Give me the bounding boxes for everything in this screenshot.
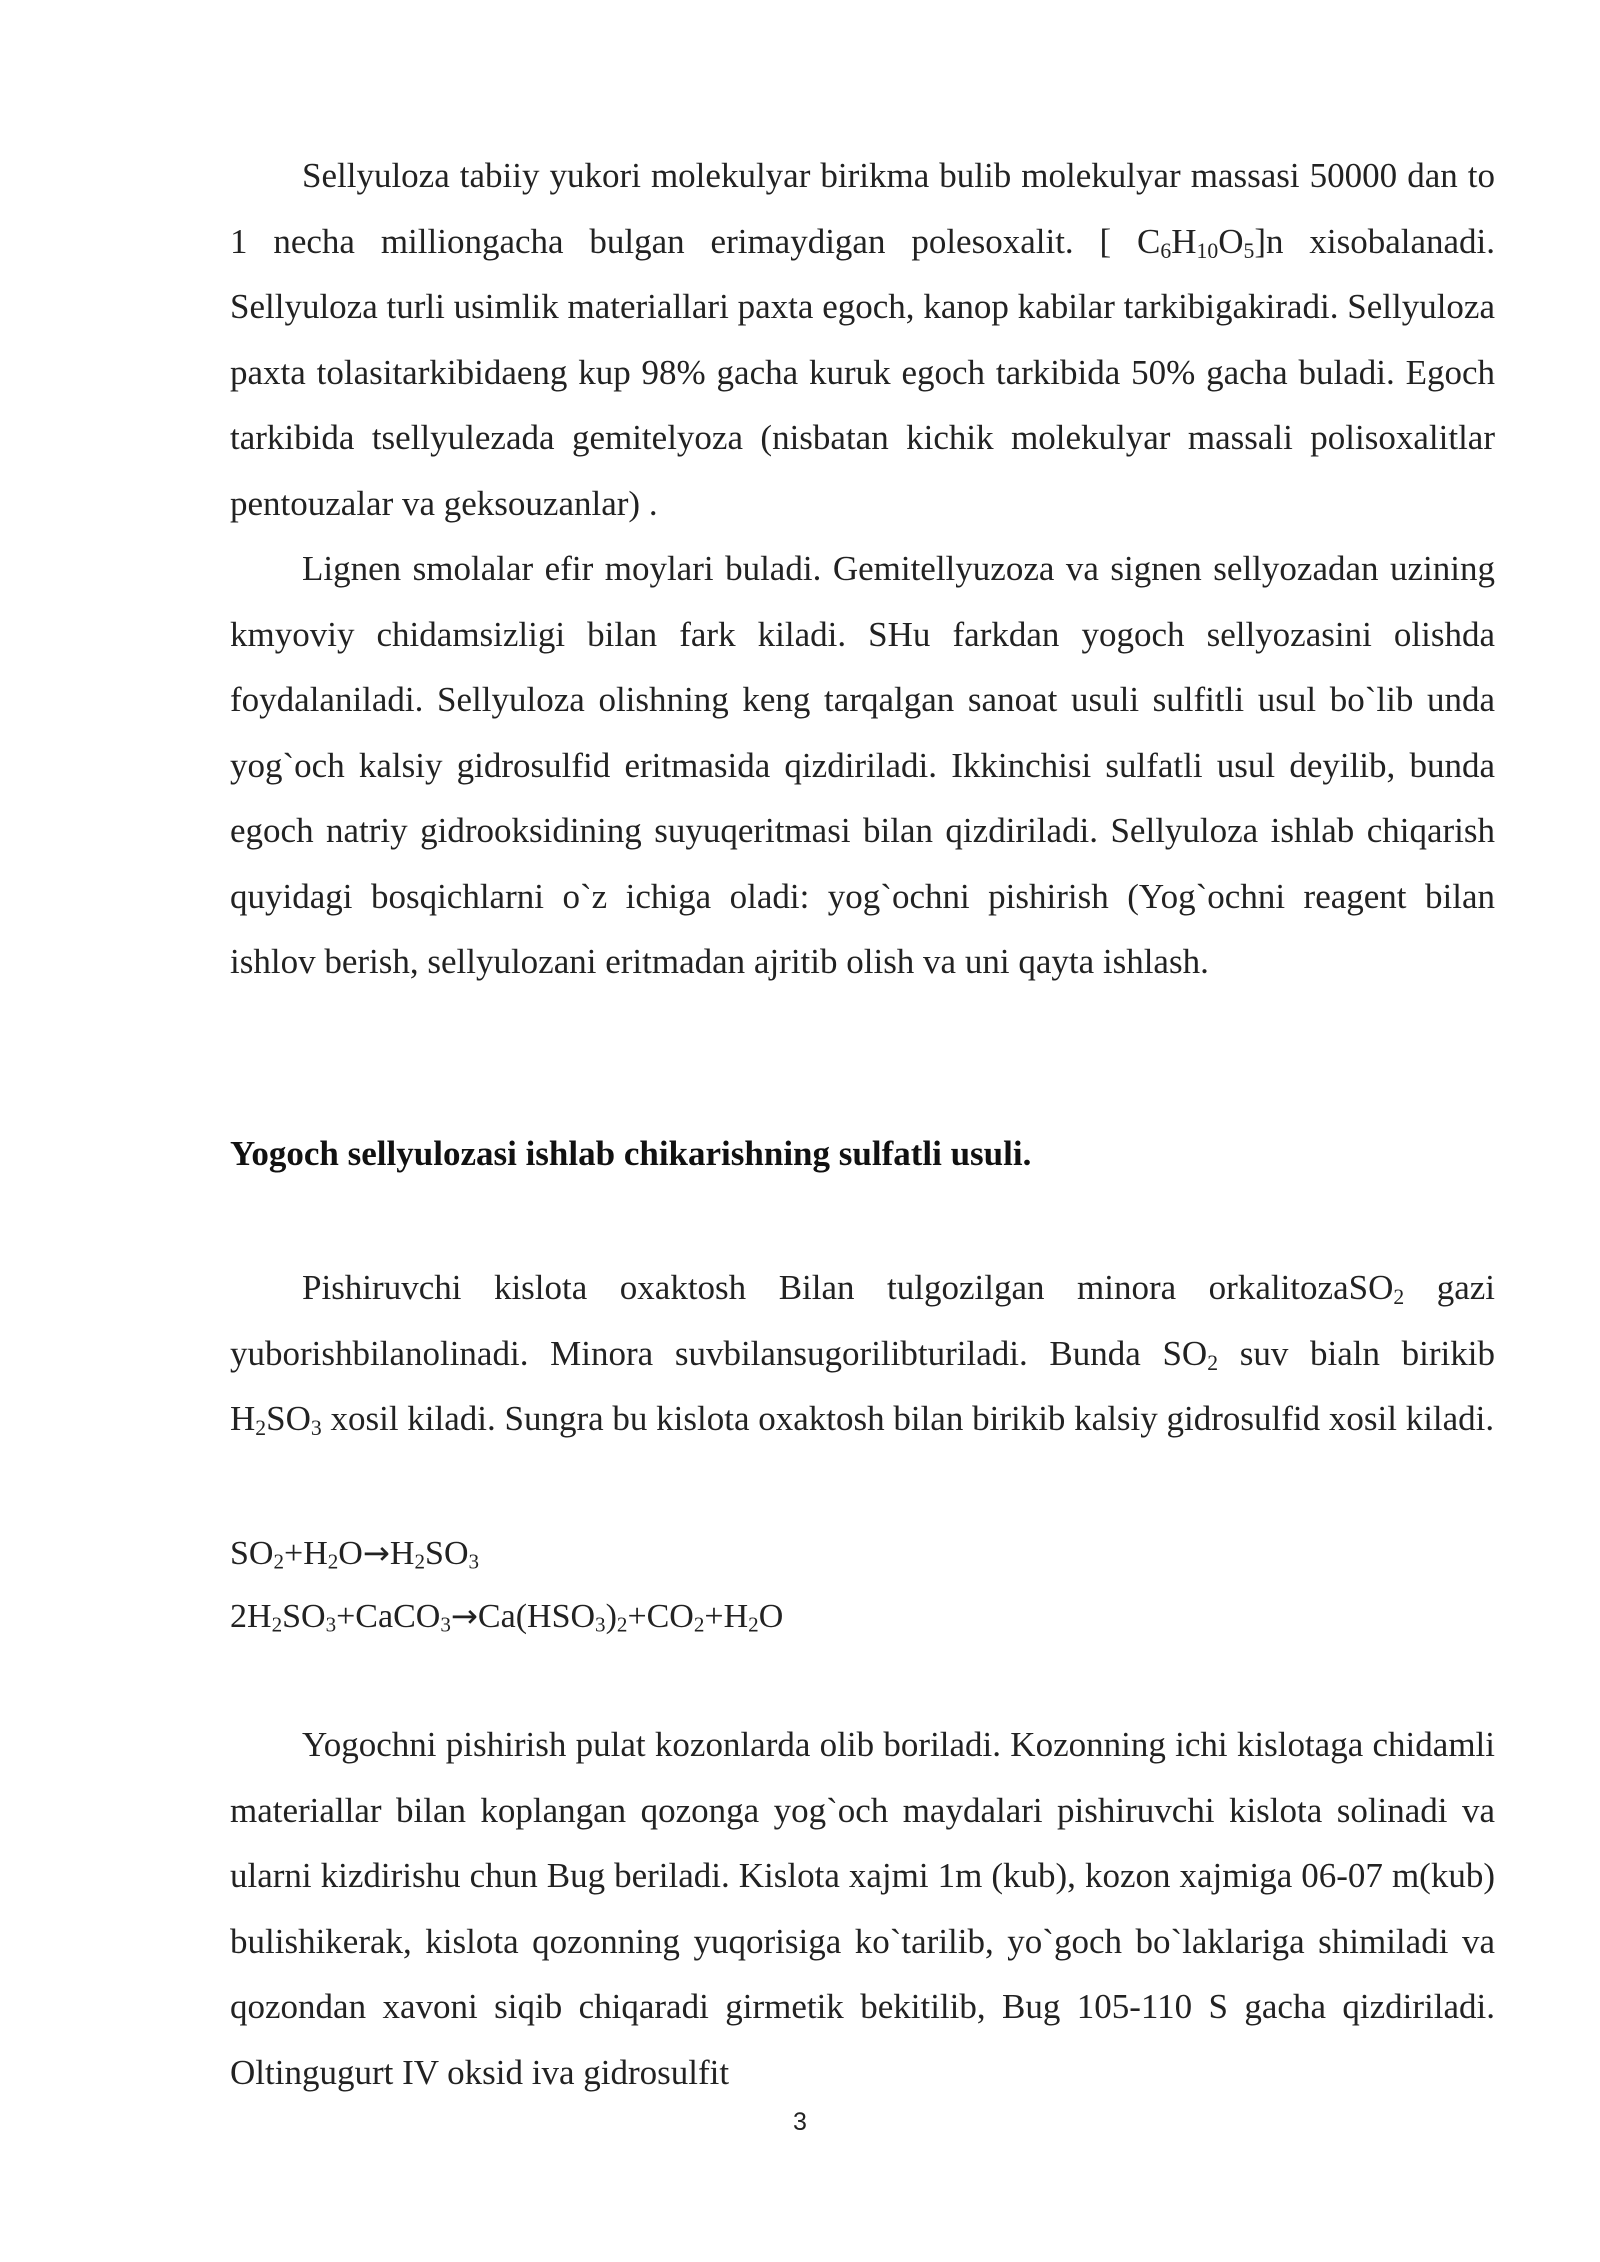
paragraph-4 xyxy=(230,1712,1495,2105)
reaction-arrow-icon: → xyxy=(362,1534,390,1572)
paragraph-3 xyxy=(230,1255,1495,1452)
paragraph-2-text: Lignen smolalar efir moylari buladi. Gemitellyuzoza va signen sellyozadan uzining kmyoviy chidamsizligi bilan fark kiladi. SHu farkdan yogoch sellyozasini olishda foydalaniladi. Sellyuloza olishning keng tarqalgan sanoat usuli sulfitli usul bo`lib unda yog`och kalsiy gidrosulfid eritmasida qizdiriladi. Ikkinchisi sulfatli usul deyilib, bunda egoch natriy gidrooksidining suyuqeritmasi bilan qizdiriladi. Sellyuloza ishlab chiqarish quyidagi bosqichlarni o`z ichiga oladi: yog`ochni pishirish (Yog`ochni reagent bilan ishlov berish, sellyulozani eritmadan ajritib olish va uni qayta ishlash. xyxy=(230,549,1495,981)
section-heading: Yogoch sellyulozasi ishlab chikarishning sulfatli usuli. xyxy=(230,1134,1032,1173)
page-number: 3 xyxy=(793,2108,807,2136)
paragraph-1 xyxy=(230,143,1495,536)
paragraph-2 xyxy=(230,536,1495,995)
paragraph-4-text: Yogochni pishirish pulat kozonlarda olib boriladi. Kozonning ichi kislotaga chidamli materiallar bilan koplangan qozonga yog`och maydalari pishiruvchi kislota solinadi va ularni kizdirishu chun Bug beriladi. Kislota xajmi 1m (kub), kozon xajmiga 06-07 m(kub) bulishikerak, kislota qozonning yuqorisiga ko`tarilib, yo`goch bo`laklariga shimiladi va qozondan xavoni siqib chiqaradi girmetik bekitilib, Bug 105-110 S gacha qizdiriladi. Oltingugurt IV oksid iva gidrosulfit xyxy=(230,1725,1495,2092)
chemical-equation-1: $SO_2+H_2O\to H_2SO_3$ xyxy=(230,1534,480,1574)
paragraph-3-text: Pishiruvchi kislota oxaktosh Bilan tulgozilgan minora orkalitozaSO$_2$ gazi yuborishbilanolinadi. Minora suvbilansugorilibturiladi. Bunda $SO_2$ suv bialn birikib $H_2SO_3$ xosil kiladi. Sungra bu kislota oxaktosh bilan birikib kalsiy gidrosulfid xosil kiladi. xyxy=(230,1268,1496,1440)
chemical-equation-2: $2H_2SO_3+CaCO_3\to Ca(HSO_3)_2+CO_2+H_2O$ xyxy=(230,1597,784,1637)
reaction-arrow-icon: → xyxy=(450,1597,478,1635)
paragraph-1-text: Sellyuloza tabiiy yukori molekulyar birikma bulib molekulyar massasi 50000 dan to 1 necha milliongacha bulgan erimaydigan polesoxalit. [ $C_6H_{10}O_5]n$ xisobalanadi. Sellyuloza turli usimlik materiallari paxta egoch, kanop kabilar tarkibigakiradi. Sellyuloza paxta tolasitarkibidaeng kup 98% gacha kuruk egoch tarkibida 50% gacha buladi. Egoch tarkibida tsellyulezada gemitelyoza (nisbatan kichik molekulyar massali polisoxalitlar pentouzalar va geksouzanlar) . xyxy=(230,156,1495,523)
